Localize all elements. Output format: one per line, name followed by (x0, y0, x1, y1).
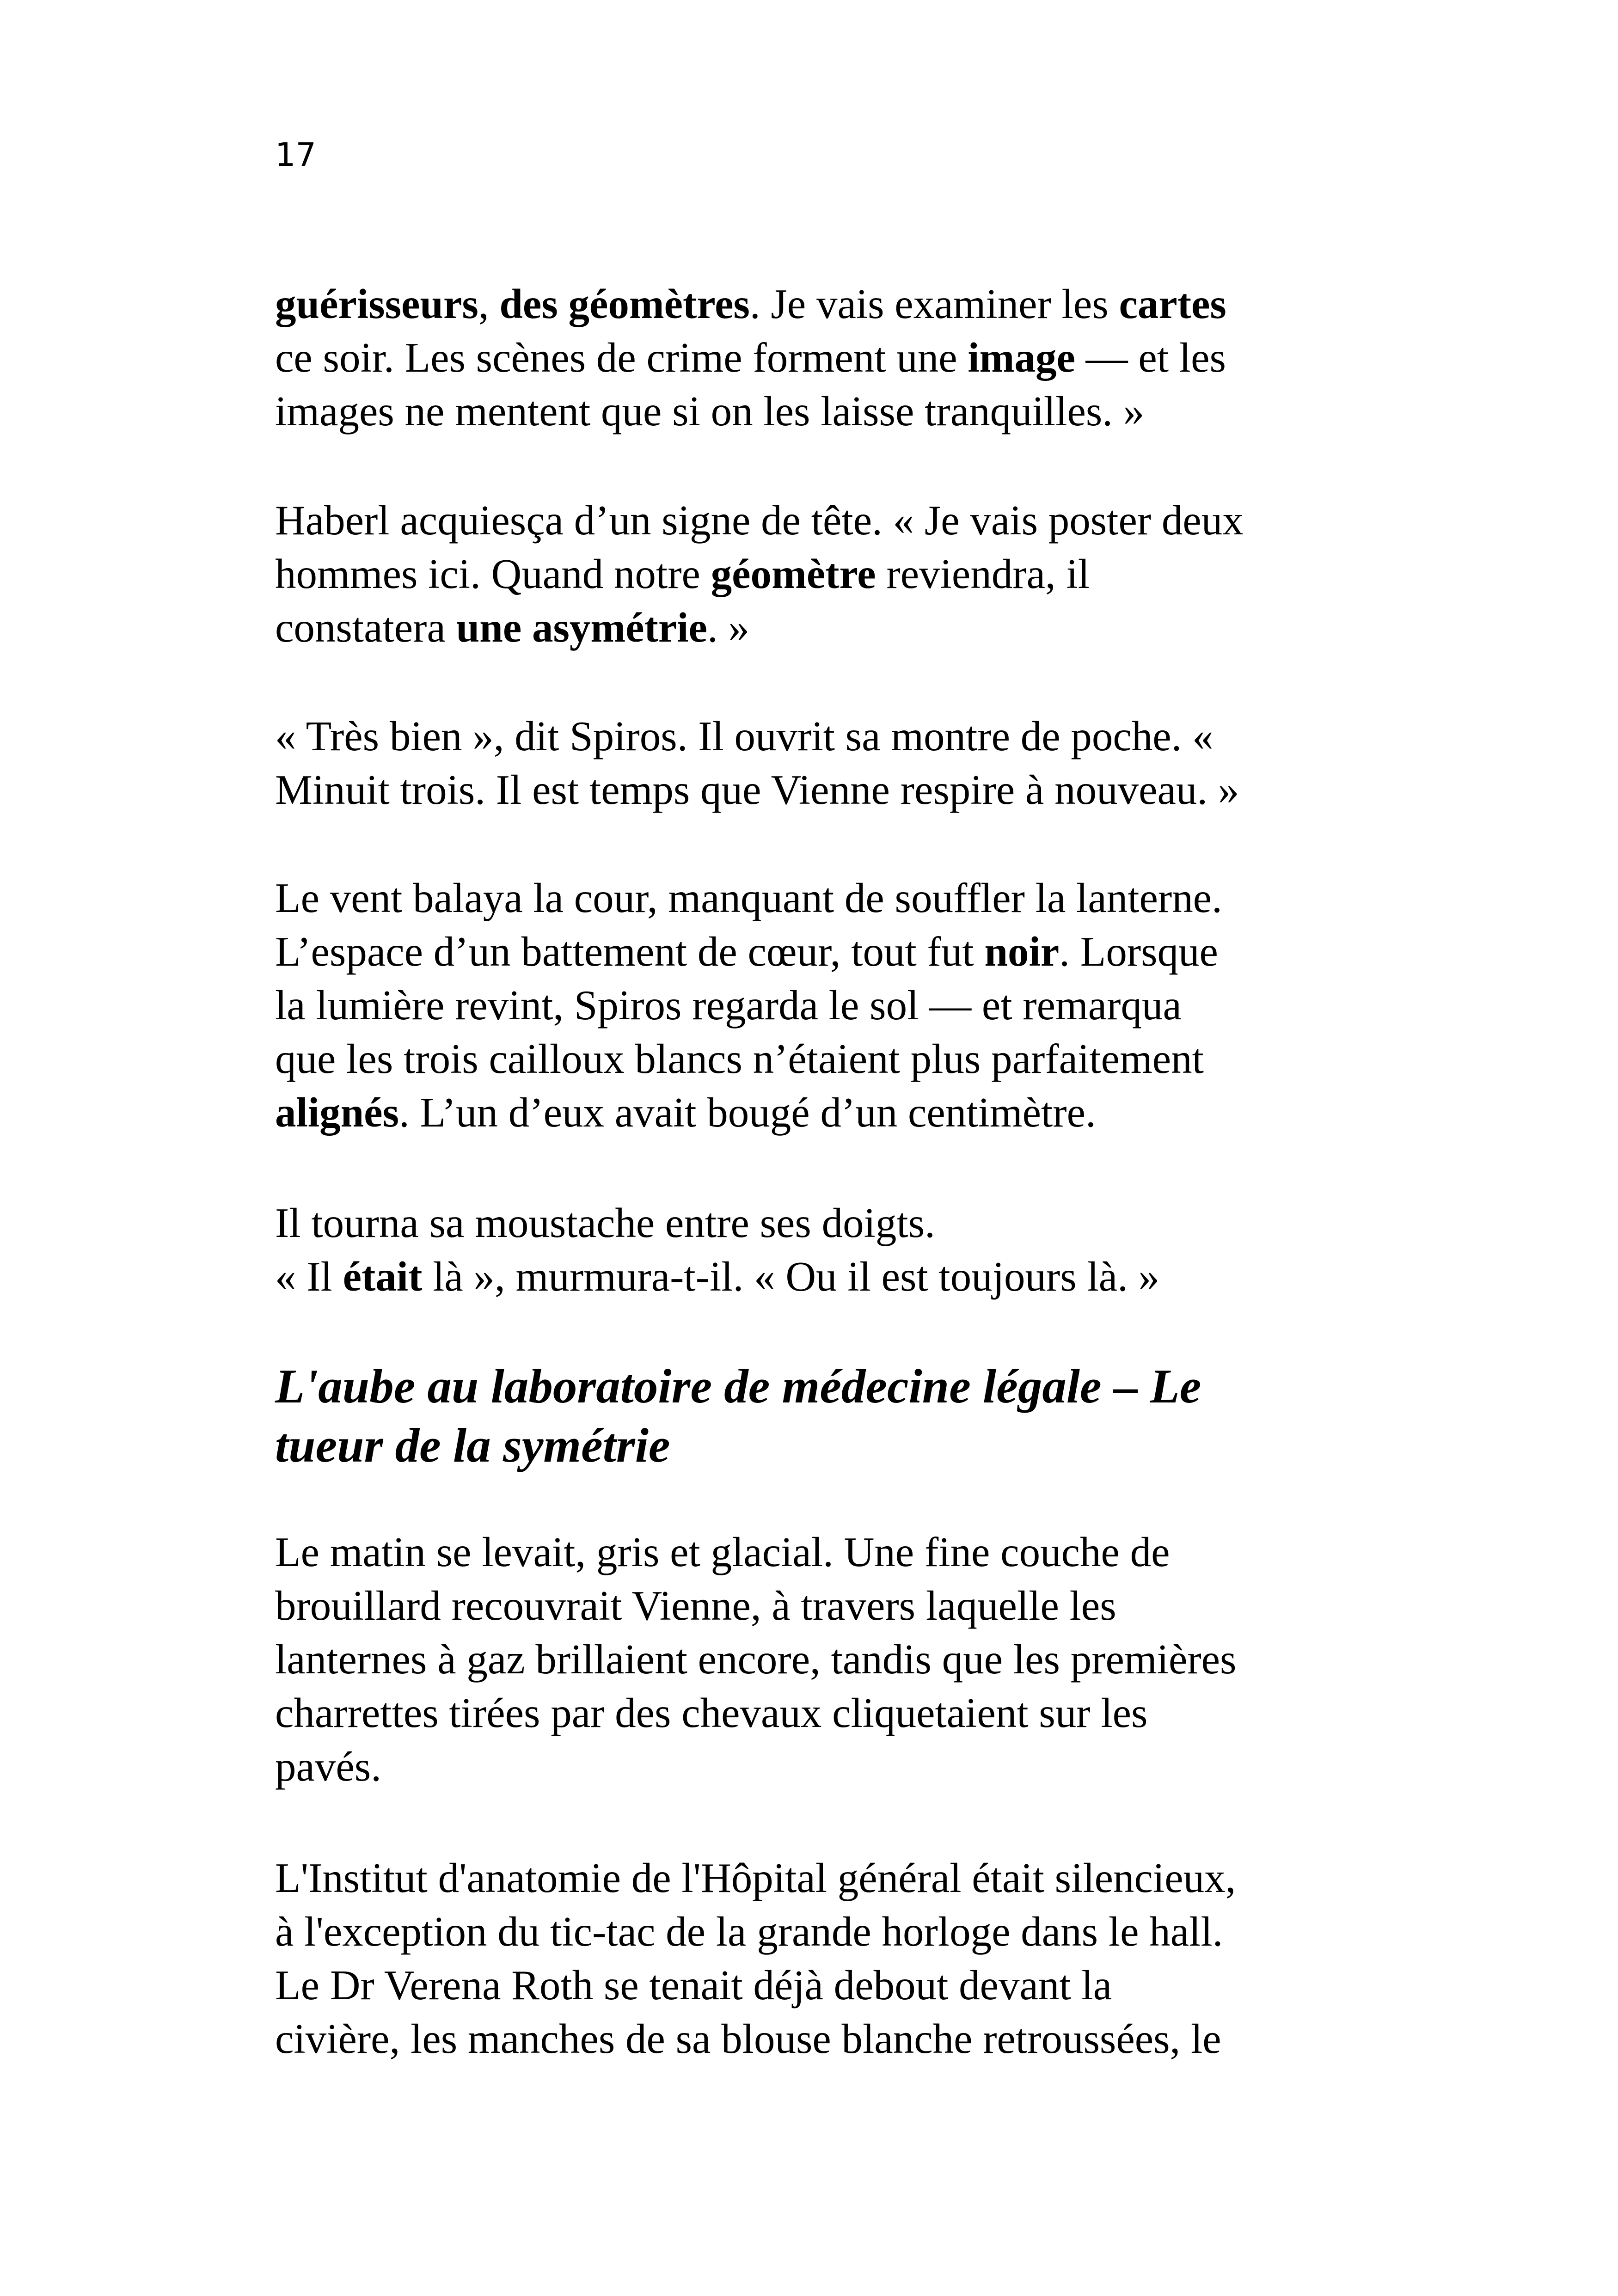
text-run: la lumière revint, Spiros regarda le sol — et remarqua (275, 982, 1182, 1029)
heading-line: L'aube au laboratoire de médecine légale – Le (275, 1359, 1201, 1413)
text-line (275, 1633, 1394, 1686)
text-line (275, 763, 1394, 817)
text-line (275, 1086, 1394, 1139)
bold-text: géomètre (711, 551, 876, 597)
text-line (275, 331, 1394, 385)
text-line (275, 1250, 1394, 1304)
text-run: , (478, 281, 500, 327)
text-line (275, 1851, 1394, 1905)
text-line (275, 1686, 1394, 1740)
text-run: « Très bien », dit Spiros. Il ouvrit sa montre de poche. « (275, 713, 1214, 759)
text-line (275, 979, 1394, 1032)
bold-text: image (968, 334, 1075, 381)
paragraph (275, 871, 1394, 1139)
text-line (275, 1525, 1394, 1579)
paragraph (275, 1525, 1394, 1794)
text-run: ce soir. Les scènes de crime forment une (275, 334, 968, 381)
bold-text: des géomètres (499, 281, 750, 327)
text-run: à l'exception du tic-tac de la grande horloge dans le hall. (275, 1908, 1223, 1955)
text-run: brouillard recouvrait Vienne, à travers laquelle les (275, 1582, 1116, 1629)
text-run: Haberl acquiesça d’un signe de tête. « Je vais poster deux (275, 497, 1244, 544)
text-run: civière, les manches de sa blouse blanche retroussées, le (275, 2015, 1221, 2062)
paragraph (275, 494, 1394, 655)
text-run: Il tourna sa moustache entre ses doigts. (275, 1200, 935, 1246)
text-run: constatera (275, 604, 456, 651)
paragraph (275, 277, 1394, 438)
text-line (275, 601, 1394, 655)
text-line (275, 871, 1394, 925)
paragraph (275, 1851, 1394, 2066)
text-line (275, 710, 1394, 763)
text-run: — et les (1075, 334, 1226, 381)
text-line (275, 277, 1394, 331)
bold-text: une asymétrie (456, 604, 707, 651)
text-run: reviendra, il (876, 551, 1090, 597)
text-run: « Il (275, 1253, 343, 1300)
text-run: charrettes tirées par des chevaux cliquetaient sur les (275, 1690, 1148, 1736)
paragraph (275, 1196, 1394, 1304)
text-run: que les trois cailloux blancs n’étaient plus parfaitement (275, 1035, 1204, 1082)
bold-text: guérisseurs (275, 281, 478, 327)
text-line (275, 1740, 1394, 1794)
text-run: . Lorsque (1059, 928, 1218, 975)
text-run: . » (707, 604, 749, 651)
text-run: hommes ici. Quand notre (275, 551, 711, 597)
bold-text: alignés (275, 1089, 399, 1136)
section-heading (275, 1357, 1394, 1475)
paragraph (275, 710, 1394, 817)
text-run: images ne mentent que si on les laisse tranquilles. » (275, 388, 1145, 435)
heading-line: tueur de la symétrie (275, 1418, 670, 1472)
text-run: L'Institut d'anatomie de l'Hôpital général était silencieux, (275, 1855, 1236, 1901)
text-run: . Je vais examiner les (749, 281, 1119, 327)
bold-text: noir (984, 928, 1060, 975)
text-run: Minuit trois. Il est temps que Vienne respire à nouveau. » (275, 766, 1239, 813)
text-line (275, 494, 1394, 547)
text-run: Le vent balaya la cour, manquant de souffler la lanterne. (275, 875, 1222, 921)
text-run: Le matin se levait, gris et glacial. Une fine couche de (275, 1529, 1170, 1575)
text-line (275, 1032, 1394, 1086)
text-run: Le Dr Verena Roth se tenait déjà debout devant la (275, 1962, 1112, 2008)
text-line (275, 385, 1394, 438)
bold-text: était (343, 1253, 423, 1300)
text-run: là », murmura-t-il. « Ou il est toujours là. » (422, 1253, 1160, 1300)
text-line (275, 1579, 1394, 1633)
bold-text: cartes (1119, 281, 1226, 327)
text-run: pavés. (275, 1743, 381, 1790)
text-run: . L’un d’eux avait bougé d’un centimètre. (398, 1089, 1096, 1136)
text-line (275, 1905, 1394, 1959)
text-run: lanternes à gaz brillaient encore, tandis que les premières (275, 1636, 1237, 1683)
text-line (275, 547, 1394, 601)
page-number: 17 (275, 136, 317, 174)
text-line (275, 1959, 1394, 2012)
text-line (275, 2012, 1394, 2066)
text-line (275, 1196, 1394, 1250)
text-line (275, 925, 1394, 979)
text-run: L’espace d’un battement de cœur, tout fut (275, 928, 985, 975)
